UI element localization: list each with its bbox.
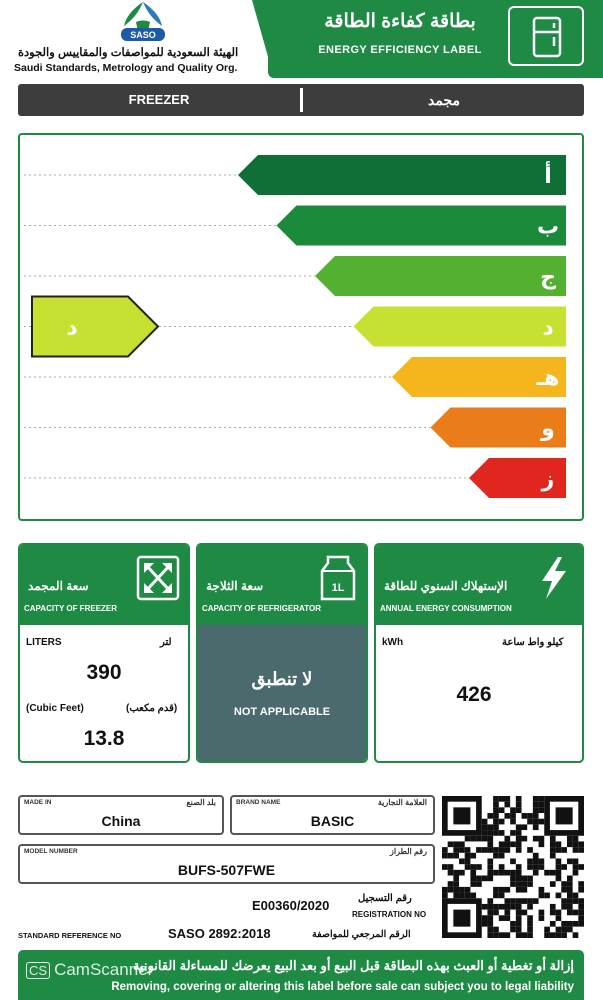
- milk-carton-icon: [316, 555, 360, 601]
- model-number-caption-english: MODEL NUMBER: [24, 848, 78, 855]
- camscanner-logo: CS: [26, 962, 50, 979]
- current-rating-letter: د: [66, 315, 78, 341]
- svg-text:SASO: SASO: [130, 30, 156, 40]
- appliance-type-english: FREEZER: [128, 92, 190, 107]
- rating-letter-2: ب: [536, 214, 560, 240]
- rating-arrow-3: [315, 256, 566, 296]
- model-number-value: BUFS-507FWE: [177, 862, 276, 878]
- not-applicable-arabic: لا تنطبق: [251, 669, 313, 689]
- org-name-english: Saudi Standards, Metrology and Quality Org.: [14, 62, 238, 74]
- freezer-capacity-title-arabic: سعة المجمد: [28, 579, 89, 593]
- expand-arrows-icon: [136, 555, 180, 601]
- rating-letter-7: ز: [541, 467, 555, 492]
- qr-code-icon: [442, 796, 584, 938]
- made-in-field: [18, 795, 224, 835]
- made-in-value: China: [101, 813, 141, 829]
- rating-arrow-4: [354, 307, 567, 347]
- registration-number: E00360/2020: [252, 898, 330, 913]
- freezer-capacity-cubic-feet: 13.8: [83, 727, 125, 750]
- lightning-icon: [532, 555, 576, 601]
- refrigerator-icon-box: [508, 6, 584, 66]
- freezer-capacity-box: [18, 543, 190, 763]
- legal-warning-arabic: إزالة أو تغطية أو العبث بهذه البطاقة قبل البيع أو بعد البيع يعرضك للمساءلة القانونية: [133, 958, 574, 973]
- rating-letter-6: و: [541, 416, 555, 442]
- made-in-caption-arabic: بلد الصنع: [186, 798, 216, 807]
- camscanner-text: CamScanner: [54, 960, 154, 979]
- label-header: [0, 0, 603, 82]
- registration-caption-english: REGISTRATION NO: [352, 910, 427, 919]
- energy-rating-scale: [18, 133, 584, 521]
- brand-name-value: BASIC: [310, 813, 355, 829]
- label-title-english: ENERGY EFFICIENCY LABEL: [318, 44, 482, 56]
- camscanner-watermark: [26, 960, 153, 984]
- standard-reference-value: SASO 2892:2018: [168, 926, 271, 941]
- rating-letter-3: ج: [540, 265, 556, 290]
- rating-arrow-2: [277, 206, 567, 246]
- kwh-unit-english: kWh: [382, 637, 404, 648]
- kwh-unit-arabic: كيلو واط ساعة: [502, 637, 564, 648]
- standard-reference-caption-english: STANDARD REFERENCE NO: [18, 931, 122, 940]
- appliance-type-arabic: مجمد: [428, 92, 460, 108]
- refrigerator-capacity-title-english: CAPACITY OF REFRIGERATOR: [202, 604, 321, 613]
- rating-arrows: [20, 135, 582, 519]
- refrigerator-capacity-box: [196, 543, 368, 763]
- not-applicable-english: NOT APPLICABLE: [233, 706, 331, 718]
- freezer-capacity-title-english: CAPACITY OF FREEZER: [24, 604, 118, 613]
- not-applicable-panel: [198, 625, 366, 763]
- saso-logo: [112, 0, 174, 44]
- rating-letter-5: هـ: [536, 366, 560, 391]
- brand-name-field: [230, 795, 435, 835]
- rating-letter-1: أ: [544, 164, 552, 189]
- standard-reference-caption-arabic: الرقم المرجعي للمواصفة: [312, 929, 411, 940]
- model-number-caption-arabic: رقم الطراز: [390, 847, 427, 856]
- energy-consumption-title-english: ANNUAL ENERGY CONSUMPTION: [380, 604, 512, 613]
- liters-unit-arabic: لتر: [160, 637, 172, 648]
- energy-consumption-box: [374, 543, 584, 763]
- cubic-feet-unit-arabic: (قدم مكعب): [126, 703, 178, 714]
- current-rating-indicator: [32, 297, 158, 357]
- brand-name-caption-english: BRAND NAME: [236, 799, 281, 806]
- rating-arrow-1: [238, 155, 566, 195]
- model-number-field: [18, 844, 435, 884]
- legal-warning-english: Removing, covering or altering this label before sale can subject you to legal liability: [111, 981, 574, 993]
- refrigerator-capacity-title-arabic: سعة الثلاجة: [206, 579, 264, 593]
- registration-caption-arabic: رقم التسجيل: [358, 893, 412, 904]
- cubic-feet-unit-english: (Cubic Feet): [26, 703, 84, 714]
- svg-text:1L: 1L: [331, 582, 345, 594]
- label-title-arabic: بطاقة كفاءة الطاقة: [324, 11, 476, 32]
- rating-letter-4: د: [542, 315, 554, 341]
- brand-name-caption-arabic: العلامة التجارية: [377, 798, 427, 807]
- org-name-arabic: الهيئة السعودية للمواصفات والمقاييس والجودة: [18, 47, 239, 59]
- energy-consumption-title-arabic: الإستهلاك السنوي للطاقة: [384, 579, 508, 593]
- freezer-capacity-liters: 390: [86, 661, 122, 684]
- appliance-type-bar: [18, 84, 584, 116]
- liters-unit-english: LITERS: [26, 637, 62, 648]
- annual-energy-value: 426: [456, 683, 492, 706]
- made-in-caption-english: MADE IN: [24, 799, 52, 806]
- refrigerator-icon: [532, 16, 562, 58]
